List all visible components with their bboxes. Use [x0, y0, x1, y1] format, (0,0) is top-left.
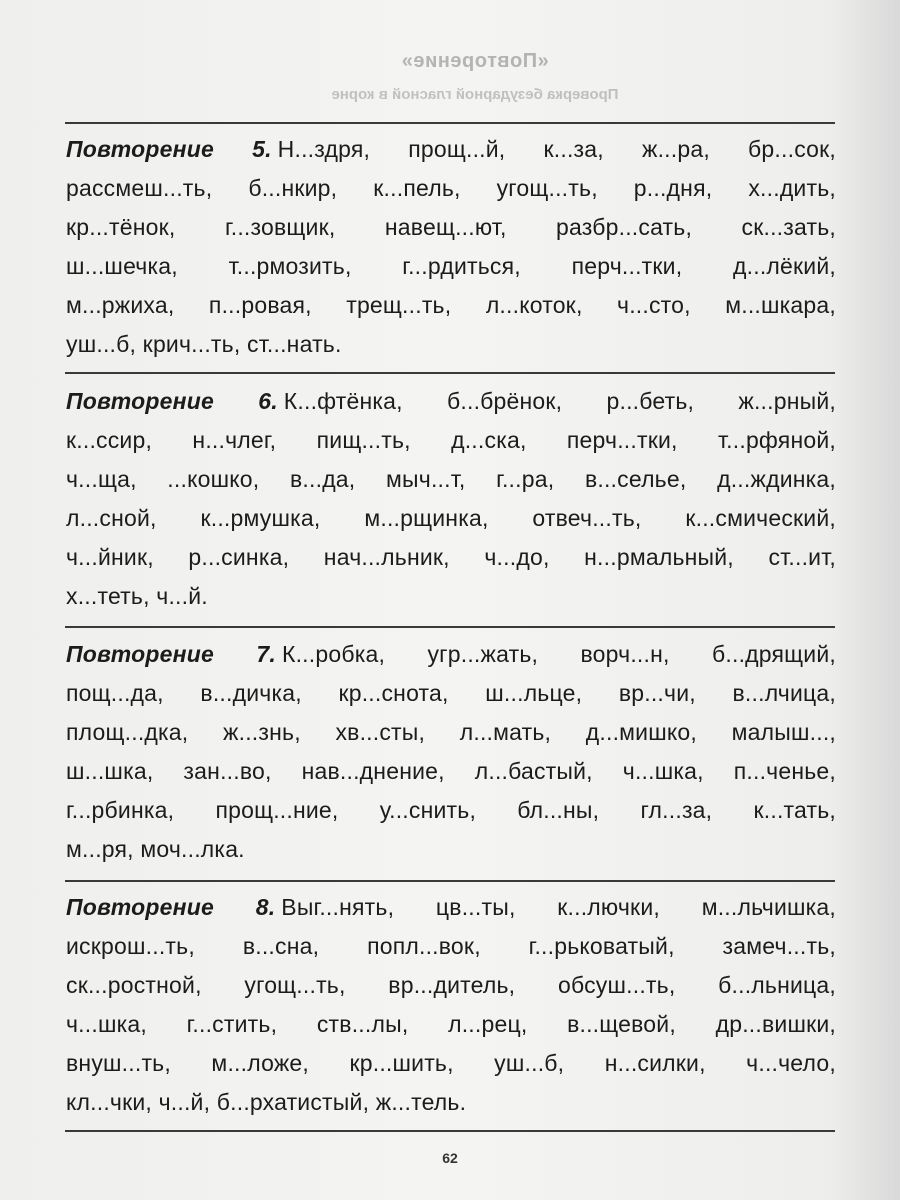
divider: [65, 372, 835, 374]
exercise-line: г...рбинка, прощ...ние, у...снить, бл...ны, гл...за, к...тать,: [66, 797, 836, 823]
exercise-line: ш...шечка, т...рмозить, г...рдиться, перч...тки, д...лёкий,: [66, 253, 836, 279]
divider: [65, 880, 835, 882]
exercise-block-5: [66, 130, 836, 364]
exercise-block-7: [66, 635, 836, 869]
exercise-heading: Повторение 8.: [66, 894, 276, 920]
exercise-line: искрош...ть, в...сна, попл...вок, г...рьковатый, замеч...ть,: [66, 933, 836, 959]
exercise-line: х...теть, ч...й.: [66, 583, 208, 609]
exercise-line: площ...дка, ж...знь, хв...сты, л...мать, д...мишко, малыш...,: [66, 719, 836, 745]
exercise-line: [66, 382, 836, 421]
exercise-line: [66, 130, 836, 169]
exercise-line: уш...б, крич...ть, ст...нать.: [66, 331, 342, 357]
divider: [65, 626, 835, 628]
exercise-line: м...ря, моч...лка.: [66, 836, 245, 862]
exercise-line: л...сной, к...рмушка, м...рщинка, отвеч...ть, к...смический,: [66, 505, 836, 531]
exercise-line: к...ссир, н...члег, пищ...ть, д...ска, перч...тки, т...рфяной,: [66, 427, 836, 453]
exercise-line: ч...йник, р...синка, нач...льник, ч...до, н...рмальный, ст...ит,: [66, 544, 836, 570]
exercise-text: Н...здря, прощ...й, к...за, ж...ра, бр...сок,: [277, 136, 836, 162]
exercise-block-8: [66, 888, 836, 1122]
exercise-line: ч...ща, ...кошко, в...да, мыч...т, г...ра, в...селье, д...ждинка,: [66, 466, 836, 492]
exercise-line: внуш...ть, м...ложе, кр...шить, уш...б, н...силки, ч...чело,: [66, 1050, 836, 1076]
exercise-line: м...ржиха, п...ровая, трещ...ть, л...коток, ч...сто, м...шкара,: [66, 292, 836, 318]
exercise-line: пощ...да, в...дичка, кр...снота, ш...льце, вр...чи, в...лчица,: [66, 680, 836, 706]
exercise-line: кр...тёнок, г...зовщик, навещ...ют, разбр...сать, ск...зать,: [66, 214, 836, 240]
exercise-block-6: [66, 382, 836, 616]
divider-top: [65, 122, 835, 124]
exercise-heading: Повторение 7.: [66, 641, 276, 667]
exercise-line: ч...шка, г...стить, ств...лы, л...рец, в...щевой, др...вишки,: [66, 1011, 836, 1037]
exercise-line: [66, 888, 836, 927]
exercise-line: кл...чки, ч...й, б...рхатистый, ж...тель.: [66, 1089, 467, 1115]
bleed-through-title: «Повторение»: [401, 50, 549, 72]
exercise-line: рассмеш...ть, б...нкир, к...пель, угощ...ть, р...дня, х...дить,: [66, 175, 836, 201]
divider-bottom: [65, 1130, 835, 1132]
exercise-line: ск...ростной, угощ...ть, вр...дитель, обсуш...ть, б...льница,: [66, 972, 836, 998]
exercise-line: [66, 635, 836, 674]
exercise-text: Выг...нять, цв...ты, к...лючки, м...льчишка,: [281, 894, 836, 920]
exercise-text: К...фтёнка, б...брёнок, р...беть, ж...рный,: [283, 388, 836, 414]
exercise-text: К...робка, угр...жать, ворч...н, б...дрящий,: [281, 641, 836, 667]
bleed-through-subtitle: Проверка безударной гласной в корне: [331, 86, 619, 103]
page-number: 62: [442, 1150, 458, 1166]
exercise-line: ш...шка, зан...во, нав...днение, л...бастый, ч...шка, п...ченье,: [66, 758, 836, 784]
exercise-heading: Повторение 6.: [66, 388, 278, 414]
exercise-heading: Повторение 5.: [66, 136, 272, 162]
